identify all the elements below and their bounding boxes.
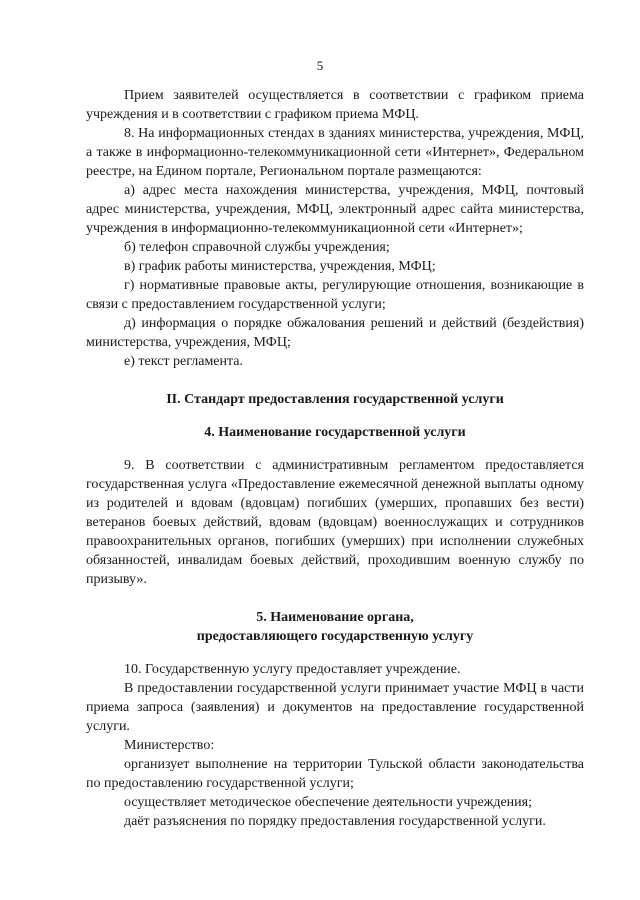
paragraph-ministry-explains: даёт разъяснения по порядку предоставления государственной услуги. — [124, 814, 546, 829]
list-item-g: г) нормативные правовые акты, регулирующие отношения, возникающие в связи с предоставлением государственной услуги; — [86, 278, 584, 312]
paragraph-ministry: Министерство: — [124, 738, 215, 753]
list-item-e: е) текст регламента. — [124, 354, 244, 369]
list-item-d: д) информация о порядке обжалования решений и действий (бездействия) министерства, учреждения, МФЦ; — [86, 316, 584, 350]
page-number: 5 — [316, 58, 324, 73]
section-heading-2: II. Стандарт предоставления государственной услуги — [166, 392, 504, 407]
section-heading-5-line2: предоставляющего государственную услугу — [196, 629, 474, 644]
paragraph-8: 8. На информационных стендах в зданиях министерства, учреждения, МФЦ, а также в информационно-телекоммуникационной сети «Интернет», Федеральном реестре, на Едином портале, Региональном портале размещаются: — [86, 126, 584, 179]
spacer — [86, 371, 584, 390]
spacer — [86, 646, 584, 660]
list-item-a: а) адрес места нахождения министерства, учреждения, МФЦ, почтовый адрес министерства, учреждения, МФЦ, электронный адрес сайта министерства, учреждения в информационно-телекоммуникационной сети «Интернет»; — [86, 183, 584, 236]
section-heading-5-line1: 5. Наименование органа, — [256, 610, 414, 625]
list-item-b: б) телефон справочной службы учреждения; — [124, 240, 390, 255]
paragraph-reception: Прием заявителей осуществляется в соответствии с графиком приема учреждения и в соответствии с графиком приема МФЦ. — [86, 88, 584, 122]
spacer — [86, 442, 584, 456]
spacer — [86, 589, 584, 608]
list-item-v: в) график работы министерства, учреждения, МФЦ; — [124, 259, 436, 274]
paragraph-mfc-participation: В предоставлении государственной услуги принимает участие МФЦ в части приема запроса (заявления) и документов на предоставление государственной услуги. — [86, 681, 584, 734]
spacer — [86, 409, 584, 423]
section-heading-4: 4. Наименование государственной услуги — [204, 425, 466, 440]
paragraph-ministry-organizes: организует выполнение на территории Тульской области законодательства по предоставлению государственной услуги; — [86, 757, 584, 791]
paragraph-9: 9. В соответствии с административным регламентом предоставляется государственная услуга «Предоставление ежемесячной денежной выплаты одному из родителей и вдовам (вдовцам) погибших (умерших, пропавших без вести) ветеранов боевых действий, вдовам (вдовцам) военнослужащих и сотрудников правоохранительных органов, погибших (умерших) при исполнении служебных обязанностей, инвалидам боевых действий, проходившим военную службу по призыву». — [86, 458, 584, 587]
paragraph-10: 10. Государственную услугу предоставляет учреждение. — [124, 662, 461, 677]
paragraph-ministry-methodical: осуществляет методическое обеспечение деятельности учреждения; — [124, 795, 532, 810]
document-body — [86, 86, 584, 831]
